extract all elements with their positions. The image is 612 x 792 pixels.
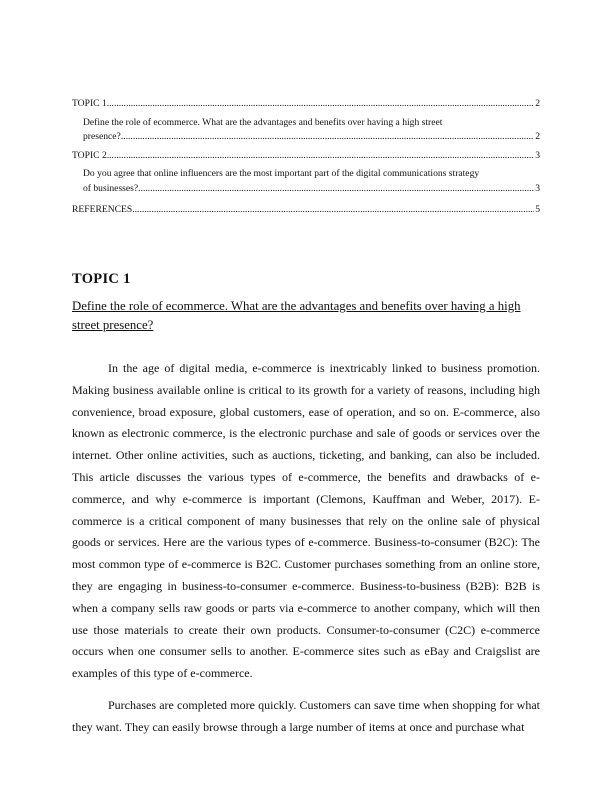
- section-subheading: Define the role of ecommerce. What are the advantages and benefits over having a high street presence?: [72, 299, 521, 332]
- toc-page-number: 2: [535, 131, 540, 143]
- toc-page-number: 3: [535, 182, 540, 194]
- section-body: [72, 358, 540, 739]
- section-heading: TOPIC 1: [72, 271, 131, 287]
- toc-entry-label: TOPIC 1: [72, 98, 107, 109]
- body-paragraph: In the age of digital media, e-commerce is inextricably linked to business promotion. Making business available online is critical to its growth for a variety of reasons, including high convenience, broad exposure, global customers, ease of operation, and so on. E-commerce, also known as electronic commerce, is the electronic purchase and sale of goods or services over the internet. Other online activities, such as auctions, ticketing, and banking, can also be included. This article discusses the various types of e-commerce, the benefits and drawbacks of e-commerce, and why e-commerce is important (Clemons, Kauffman and Weber, 2017). E-commerce is a critical component of many businesses that rely on the online sale of physical goods or services. Here are the various types of e-commerce. Business-to-consumer (B2C): The most common type of e-commerce is B2C. Customer purchases something from an online store, they are engaging in business-to-consumer e-commerce. Business-to-business (B2B): B2B is when a company sells raw goods or parts via e-commerce to another company, which will then use those materials to create their own products. Consumer-to-consumer (C2C) e-commerce occurs when one consumer sells to another. E-commerce sites such as eBay and Craigslist are examples of this type of e-commerce.: [72, 361, 540, 681]
- toc-entry-label: Define the role of ecommerce. What are the advantages and benefits over having a high street: [83, 116, 443, 128]
- toc-entry-label: REFERENCES: [72, 203, 133, 215]
- toc-entry-topic-1[interactable]: [72, 97, 540, 112]
- toc-dot-leader: [107, 97, 534, 112]
- toc-entry-label-continued: presence?: [83, 131, 121, 143]
- table-of-contents: [72, 97, 540, 217]
- toc-entry-influencers-question[interactable]: [72, 167, 540, 196]
- toc-entry-ecommerce-question[interactable]: [72, 116, 540, 145]
- toc-dot-leader: [138, 182, 534, 197]
- toc-dot-leader: [121, 130, 534, 145]
- toc-dot-leader: [107, 149, 534, 164]
- body-paragraph: Purchases are completed more quickly. Customers can save time when shopping for what they want. They can easily browse through a large number of items at once and purchase what: [72, 697, 540, 734]
- toc-entry-topic-2[interactable]: [72, 149, 540, 164]
- toc-page-number: 2: [535, 98, 540, 109]
- toc-entry-label: Do you agree that online influencers are the most important part of the digital communications strategy: [83, 168, 480, 180]
- toc-dot-leader: [132, 203, 534, 218]
- toc-page-number: 3: [535, 149, 540, 161]
- toc-entry-label: TOPIC 2: [72, 149, 107, 161]
- toc-entry-label-continued: of businesses?: [83, 182, 139, 194]
- toc-page-number: 5: [535, 203, 540, 215]
- toc-entry-references[interactable]: [72, 203, 540, 218]
